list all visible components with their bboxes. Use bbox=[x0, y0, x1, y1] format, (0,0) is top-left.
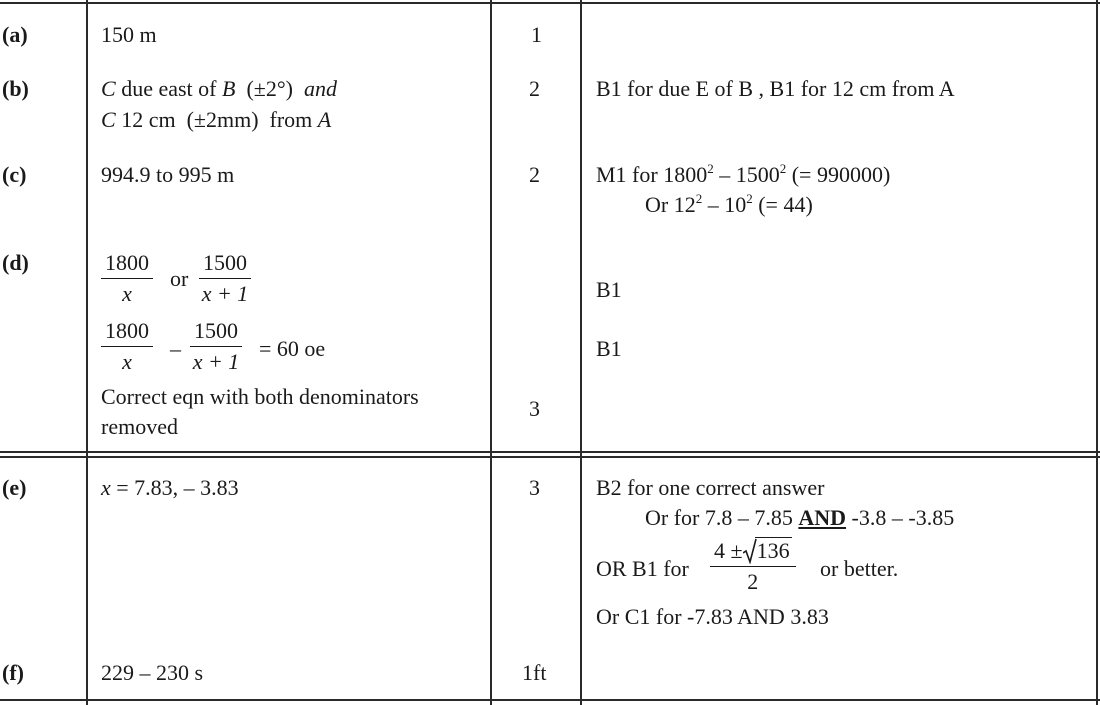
mark-d: 3 bbox=[529, 396, 540, 421]
mark-e: 3 bbox=[529, 475, 540, 500]
section-divider-bottom bbox=[0, 456, 1100, 458]
answer-d-line4: removed bbox=[101, 414, 178, 439]
fraction-1500-over-x-plus-1: $\frac{1500}{x + 1}$ bbox=[199, 252, 251, 305]
mark-c: 2 bbox=[529, 162, 540, 187]
mark-b: 2 bbox=[529, 76, 540, 101]
or-text: or bbox=[170, 266, 189, 291]
section-divider-top bbox=[0, 451, 1100, 453]
notes-e-line3-prefix: OR B1 for bbox=[596, 556, 689, 581]
mark-f: 1ft bbox=[522, 660, 547, 685]
part-label-a: (a) bbox=[2, 22, 28, 47]
answer-c: 994.9 to 995 m bbox=[101, 162, 235, 187]
notes-e-line4: Or C1 for -7.83 AND 3.83 bbox=[596, 604, 829, 629]
fraction-1800-over-x-eq: $\frac{1800}{x}$ bbox=[101, 320, 153, 373]
notes-c-line1: M1 for 1800$^2$ – 1500$^2$ (= 990000) bbox=[596, 161, 891, 187]
table-top-border bbox=[0, 2, 1100, 4]
part-label-d: (d) bbox=[2, 250, 29, 275]
notes-b: B1 for due E of B , B1 for 12 cm from A bbox=[596, 76, 955, 101]
part-label-c: (c) bbox=[2, 162, 27, 187]
answer-b-line1: C due east of B (±2°) and bbox=[101, 76, 337, 101]
fraction-4-pm-sqrt136-over-2: 4 ± 136 2 bbox=[710, 540, 796, 593]
notes-d-b1-second: B1 bbox=[596, 336, 622, 361]
notes-c-line2: Or $12^2 - 10^2$ (= 44) bbox=[645, 191, 813, 217]
column-divider-2 bbox=[490, 0, 492, 705]
answer-e: x = 7.83, – 3.83 bbox=[101, 475, 239, 500]
equals-60-oe: = 60 oe bbox=[259, 336, 326, 361]
answer-a: 150 m bbox=[101, 22, 157, 47]
answer-f: 229 – 230 s bbox=[101, 660, 204, 685]
part-label-f: (f) bbox=[2, 660, 24, 685]
notes-e-line1: B2 for one correct answer bbox=[596, 475, 825, 500]
table-right-border bbox=[1096, 0, 1098, 705]
column-divider-3 bbox=[580, 0, 582, 705]
table-bottom-border bbox=[0, 699, 1100, 701]
minus-sign: – bbox=[170, 336, 181, 361]
answer-d-line3: Correct eqn with both denominators bbox=[101, 384, 419, 409]
fraction-1800-over-x: $\frac{1800}{x}$ bbox=[101, 252, 153, 305]
part-label-b: (b) bbox=[2, 76, 29, 101]
part-label-e: (e) bbox=[2, 475, 27, 500]
answer-b-line2: C 12 cm (±2mm) from A bbox=[101, 107, 332, 132]
notes-e-line3-suffix: or better. bbox=[820, 556, 899, 581]
notes-e-line2: Or for 7.8 – 7.85 AND -3.8 – -3.85 bbox=[645, 505, 955, 530]
fraction-1500-over-x-plus-1-eq: $\frac{1500}{x + 1}$ bbox=[190, 320, 242, 373]
mark-a: 1 bbox=[531, 22, 542, 47]
notes-d-b1-first: B1 bbox=[596, 277, 622, 302]
column-divider-1 bbox=[86, 0, 88, 705]
square-root-symbol: 136 bbox=[743, 540, 792, 562]
